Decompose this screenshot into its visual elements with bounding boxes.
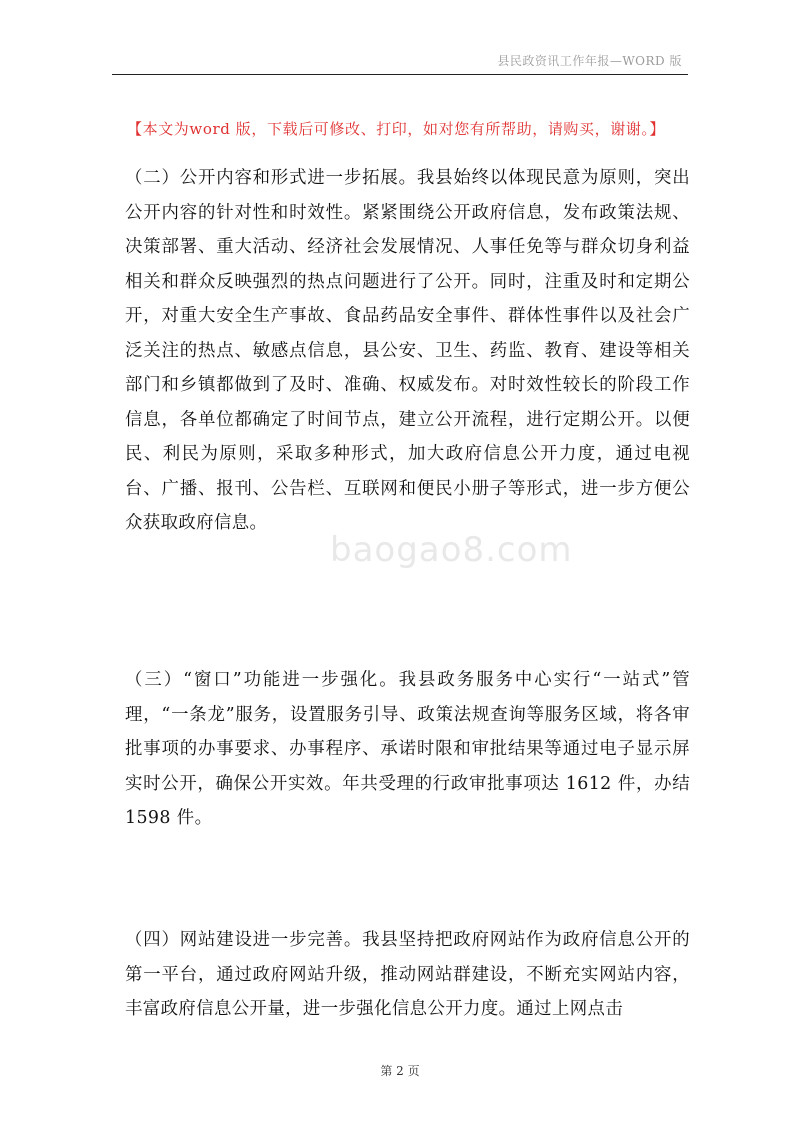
watermark: baogao8.com [330, 530, 573, 570]
header-title: 县民政资讯工作年报—WORD 版 [497, 54, 682, 68]
page-number: 第 2 页 [380, 1064, 420, 1078]
paragraph-website-construction: （四）网站建设进一步完善。我县坚持把政府网站作为政府信息公开的第一平台，通过政府网站升级，推动网站群建设，不断充实网站内容，丰富政府信息公开量，进一步强化信息公开力度。通过上网点击 [125, 930, 690, 1019]
header-divider [112, 74, 688, 75]
purchase-notice: 【本文为word 版，下载后可修改、打印，如对您有所帮助，请购买，谢谢。】 [127, 120, 666, 138]
paragraph-service-window: （三）“窗口”功能进一步强化。我县政务服务中心实行“一站式”管理，“一条龙”服务，设置服务引导、政策法规查询等服务区域，将各审批事项的办事要求、办事程序、承诺时限和审批结果等通过电子显示屏实时公开，确保公开实效。年共受理的行政审批事项达 1612 件，办结 1598 件。 [125, 670, 690, 828]
paragraph-publication-content: （二）公开内容和形式进一步拓展。我县始终以体现民意为原则，突出公开内容的针对性和时效性。紧紧围绕公开政府信息，发布政策法规、决策部署、重大活动、经济社会发展情况、人事任免等与群众切身利益相关和群众反映强烈的热点问题进行了公开。同时，注重及时和定期公开，对重大安全生产事故、食品药品安全事件、群体性事件以及社会广泛关注的热点、敏感点信息，县公安、卫生、药监、教育、建设等相关部门和乡镇都做到了及时、准确、权威发布。对时效性较长的阶段工作信息，各单位都确定了时间节点，建立公开流程，进行定期公开。以便民、利民为原则，采取多种形式，加大政府信息公开力度，通过电视台、广播、报刊、公告栏、互联网和便民小册子等形式，进一步方便公众获取政府信息。 [125, 168, 690, 533]
